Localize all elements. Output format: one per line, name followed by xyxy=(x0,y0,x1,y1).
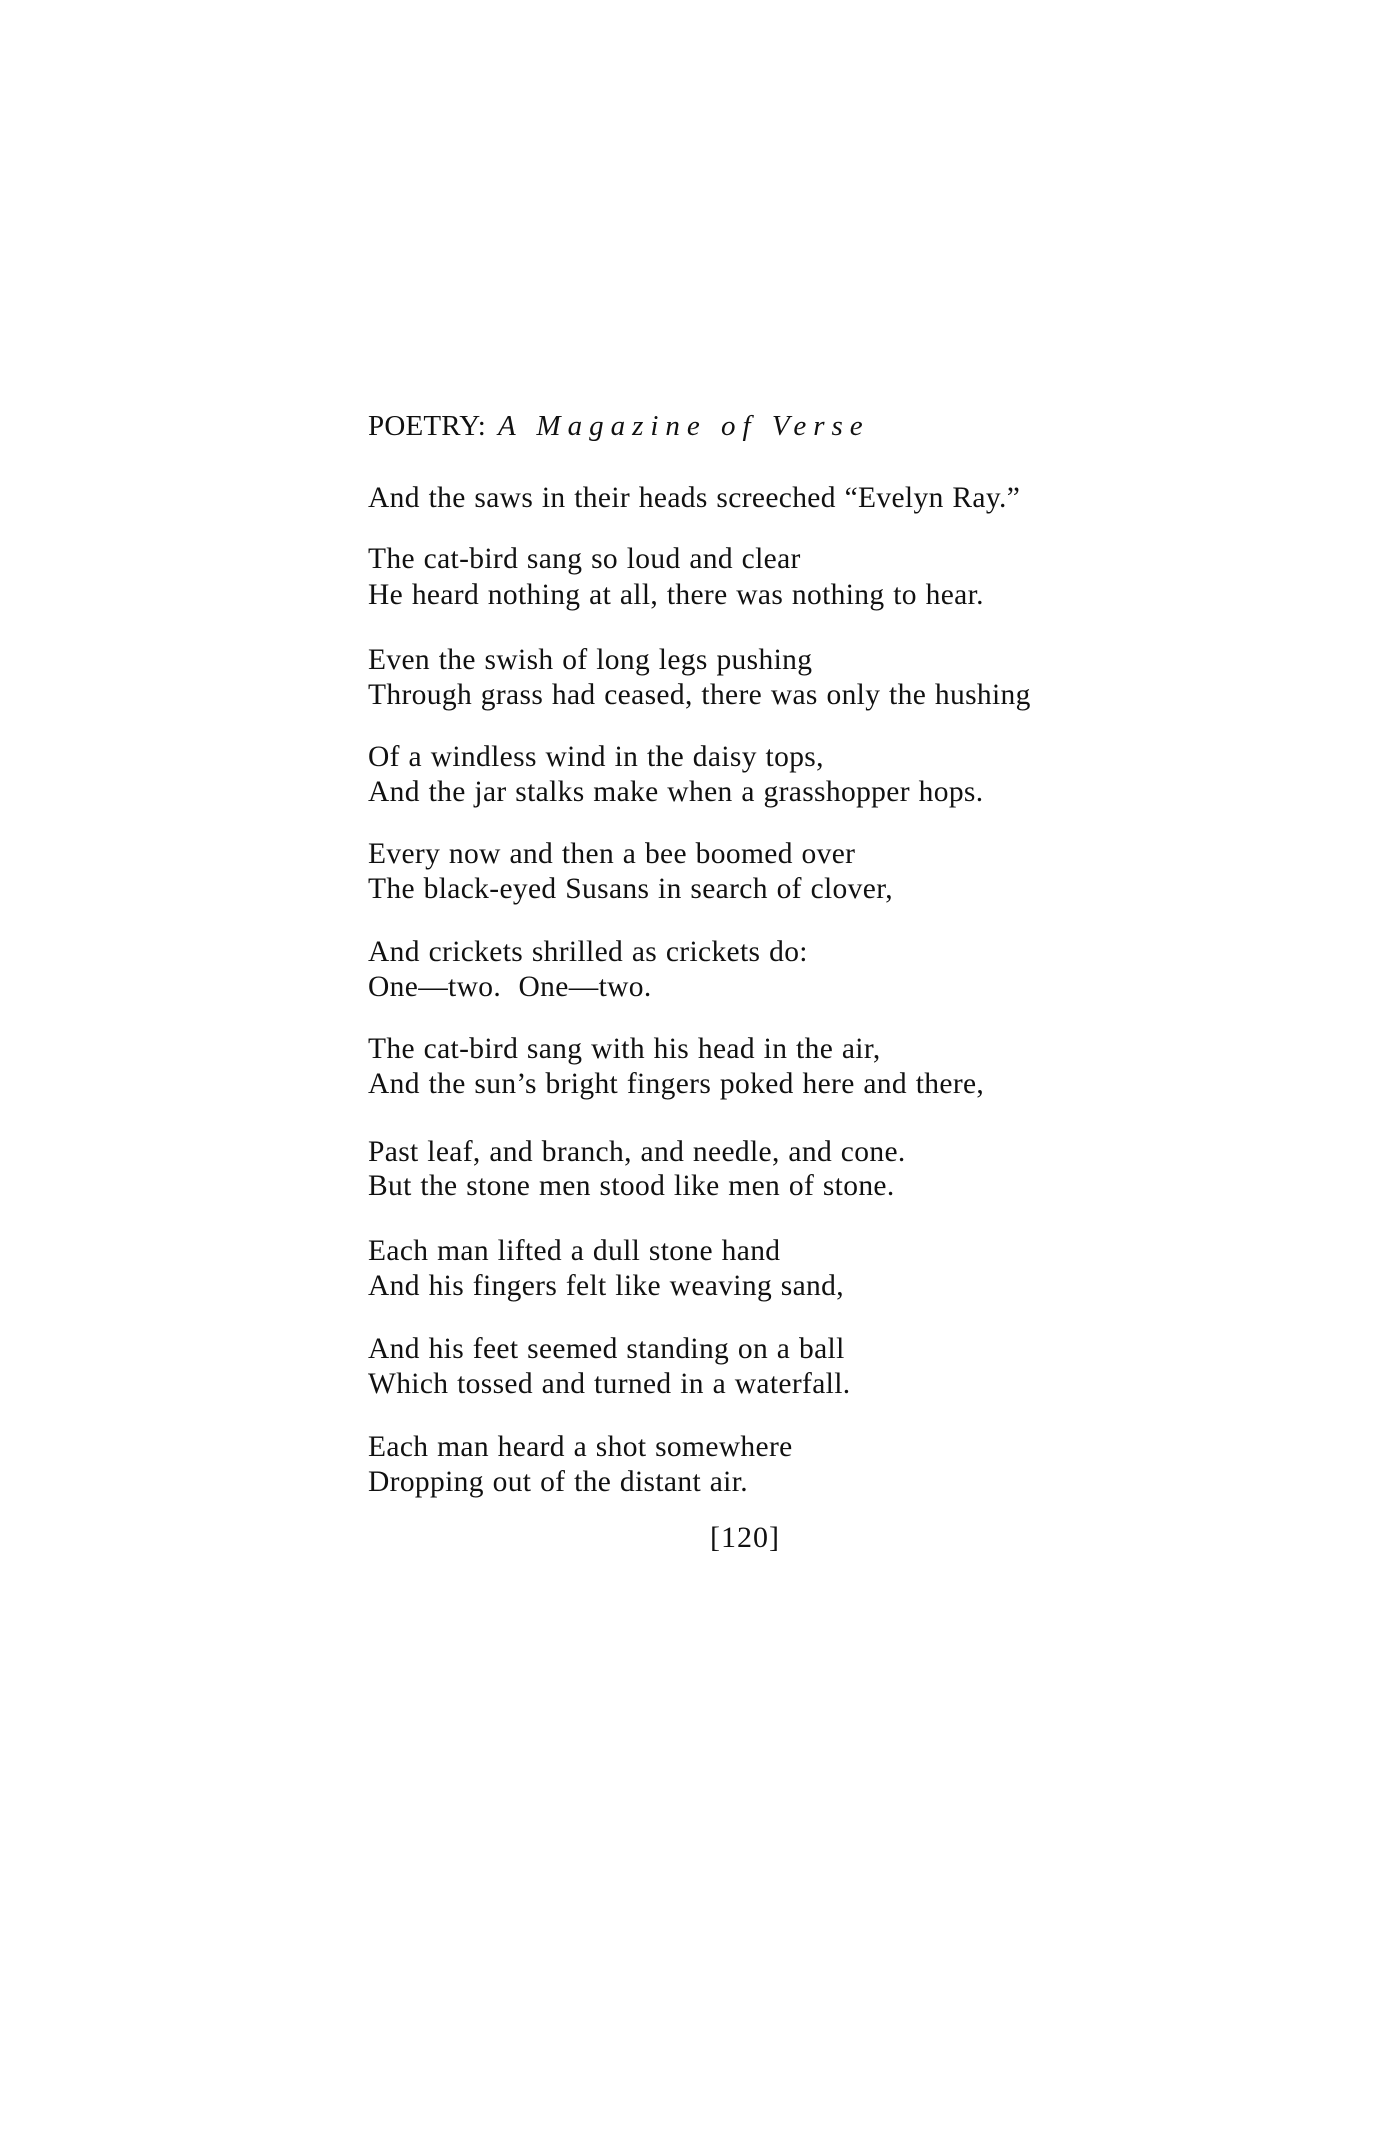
magazine-subtitle: A Magazine of Verse xyxy=(497,410,870,442)
poem-line: Of a windless wind in the daisy tops, xyxy=(368,741,824,773)
poem-line: One—two. One—two. xyxy=(368,971,652,1003)
poem-line: And his feet seemed standing on a ball xyxy=(368,1333,845,1365)
magazine-title: POETRY: xyxy=(368,410,486,442)
poem-line: He heard nothing at all, there was nothing to hear. xyxy=(368,579,984,611)
poem-line: Even the swish of long legs pushing xyxy=(368,644,813,676)
poem-line: Past leaf, and branch, and needle, and cone. xyxy=(368,1136,906,1168)
poem-line: And the sun’s bright fingers poked here and there, xyxy=(368,1068,985,1100)
running-head xyxy=(368,408,870,444)
poem-line: But the stone men stood like men of stone. xyxy=(368,1170,895,1202)
poem-line: The cat-bird sang with his head in the air, xyxy=(368,1033,881,1065)
poem-line: And crickets shrilled as crickets do: xyxy=(368,936,808,968)
page-number: [120] xyxy=(710,1521,780,1554)
poem-line: The cat-bird sang so loud and clear xyxy=(368,543,801,575)
poem-line: The black-eyed Susans in search of clover, xyxy=(368,873,893,905)
poem-line: Dropping out of the distant air. xyxy=(368,1466,748,1498)
poem-line: Each man heard a shot somewhere xyxy=(368,1431,793,1463)
poem-line: Through grass had ceased, there was only the hushing xyxy=(368,679,1031,711)
poem-line: And his fingers felt like weaving sand, xyxy=(368,1270,844,1302)
poem-line: Each man lifted a dull stone hand xyxy=(368,1235,781,1267)
poem-line: And the saws in their heads screeched “Evelyn Ray.” xyxy=(368,482,1021,514)
poem-line: Which tossed and turned in a waterfall. xyxy=(368,1368,851,1400)
poem-line: And the jar stalks make when a grasshopper hops. xyxy=(368,776,984,808)
poem-line: Every now and then a bee boomed over xyxy=(368,838,856,870)
